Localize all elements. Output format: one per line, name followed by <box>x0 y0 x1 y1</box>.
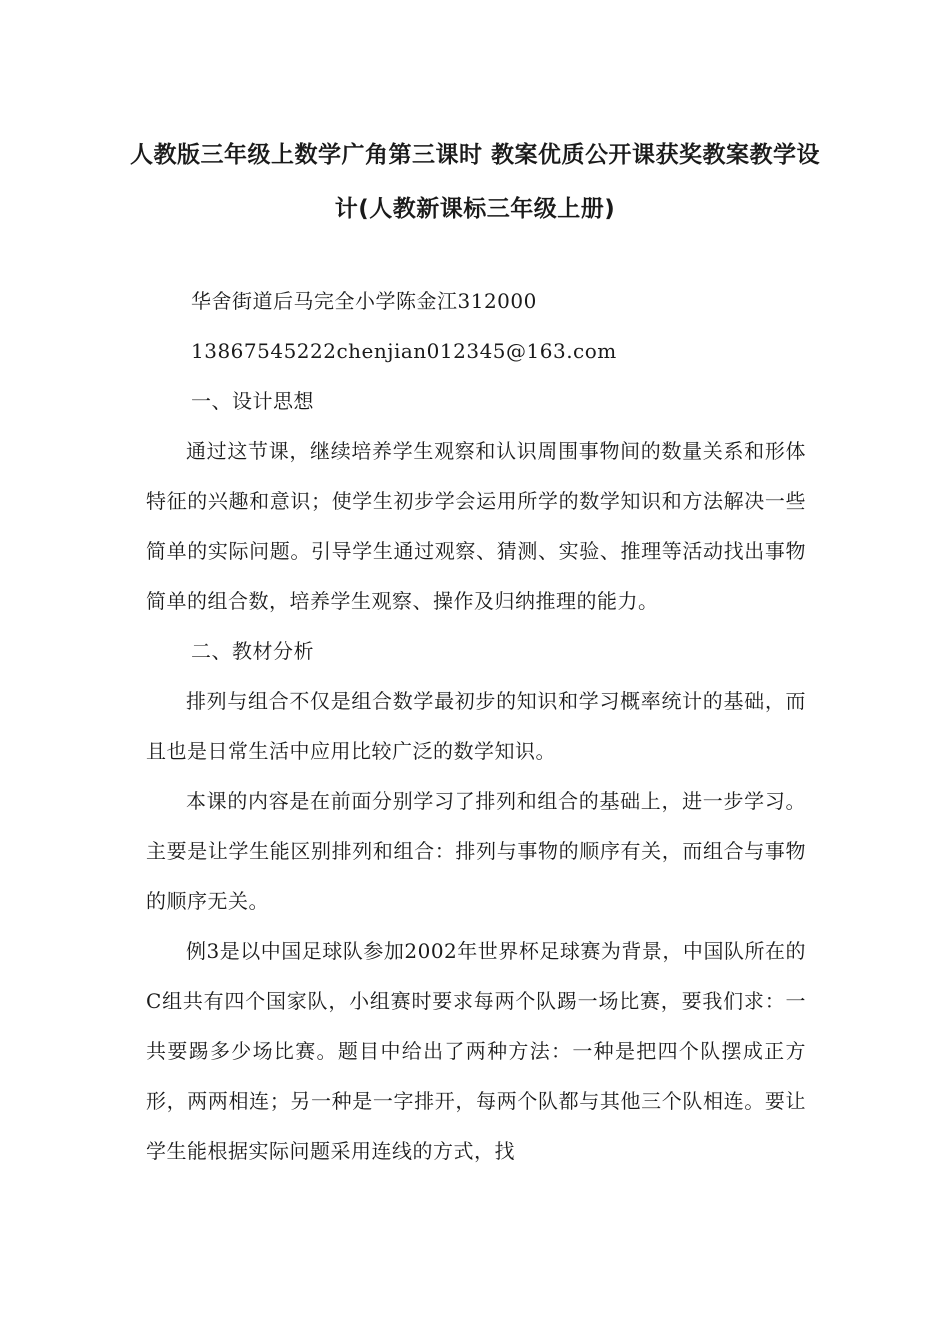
title-line-1: 人教版三年级上数学广角第三课时 教案优质公开课获奖教案教学设 <box>130 142 821 168</box>
paragraph-material-analysis-2: 本课的内容是在前面分别学习了排列和组合的基础上，进一步学习。主要是让学生能区别排列和组合：排列与事物的顺序有关，而组合与事物的顺序无关。 <box>146 789 806 913</box>
document-body <box>146 276 806 1176</box>
paragraph-material-analysis-3: 例3是以中国足球队参加2002年世界杯足球赛为背景，中国队所在的C组共有四个国家队，小组赛时要求每两个队踢一场比赛，要我们求：一共要踢多少场比赛。题目中给出了两种方法：一种是把四个队摆成正方形，两两相连；另一种是一字排开，每两个队都与其他三个队相连。要让学生能根据实际问题采用连线的方式，找 <box>146 939 806 1163</box>
document-title <box>130 128 820 236</box>
section-heading-design-idea: 一、设计思想 <box>191 389 314 413</box>
author-line: 华舍街道后马完全小学陈金江312000 <box>191 289 537 313</box>
paragraph-material-analysis-1: 排列与组合不仅是组合数学最初步的知识和学习概率统计的基础，而且也是日常生活中应用比较广泛的数学知识。 <box>146 689 806 763</box>
contact-line: 13867545222chenjian012345@163.com <box>191 339 617 363</box>
title-line-2: 计(人教新课标三年级上册) <box>334 196 616 222</box>
section-heading-material-analysis: 二、教材分析 <box>191 639 314 663</box>
paragraph-design-idea: 通过这节课，继续培养学生观察和认识周围事物间的数量关系和形体特征的兴趣和意识；使学生初步学会运用所学的数学知识和方法解决一些简单的实际问题。引导学生通过观察、猜测、实验、推理等活动找出事物简单的组合数，培养学生观察、操作及归纳推理的能力。 <box>146 439 806 613</box>
